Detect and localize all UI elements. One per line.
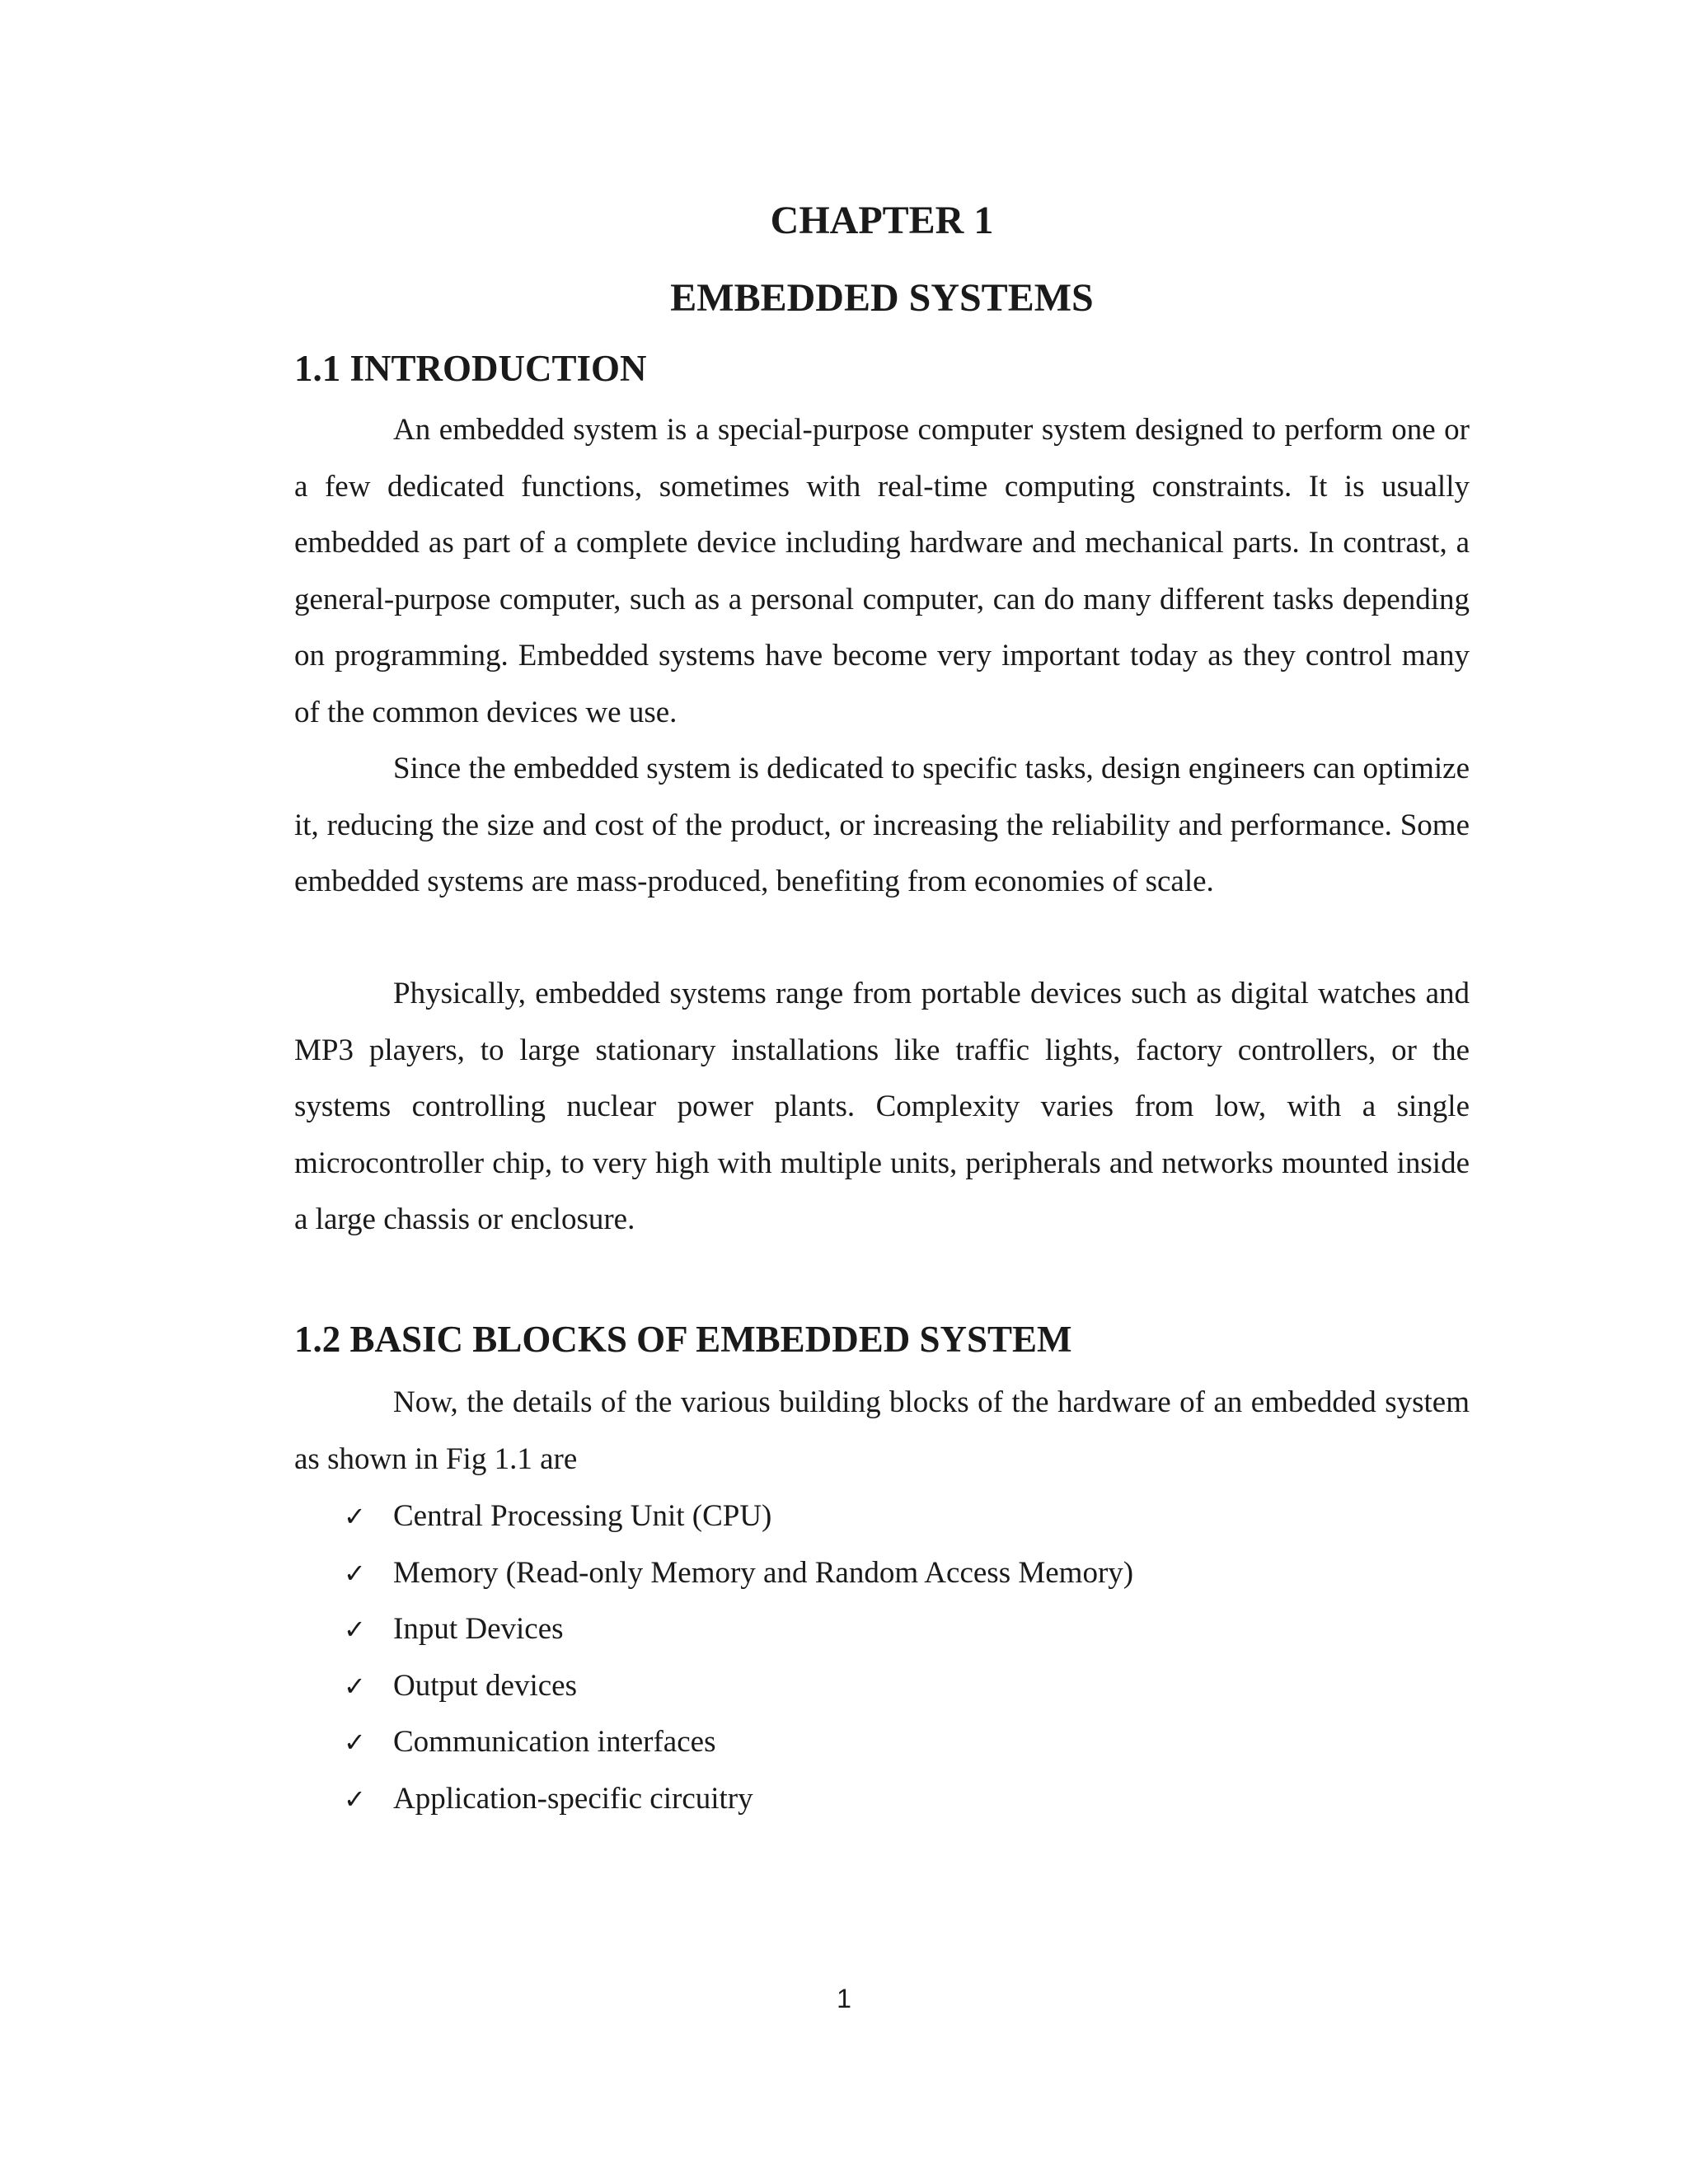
section-heading-basic-blocks: 1.2 BASIC BLOCKS OF EMBEDDED SYSTEM — [294, 1319, 1072, 1360]
list-item — [344, 1714, 1133, 1771]
list-item — [344, 1601, 1133, 1658]
paragraph: Since the embedded system is dedicated to specific tasks, design engineers can optimize it, reducing the size and cost of the product, or increasing the reliability and performance. Some embedded systems are mass-produced, benefiting from economies of scale. — [294, 752, 1470, 899]
list-item — [344, 1545, 1133, 1602]
paragraph: Physically, embedded systems range from portable devices such as digital watches and MP3 players, to large stationary installations like traffic lights, factory controllers, or the systems controlling nuclear power plants. Complexity varies from low, with a single microcontroller chip, to very high with multiple units, peripherals and networks mounted inside a large chassis or enclosure. — [294, 977, 1470, 1237]
list-item-text: Memory (Read-only Memory and Random Access Memory) — [393, 1555, 1134, 1590]
list-item-text: Central Processing Unit (CPU) — [393, 1499, 772, 1533]
check-mark-icon: ✓ — [344, 1614, 366, 1646]
check-mark-icon: ✓ — [344, 1670, 366, 1702]
page-number: 1 — [837, 1984, 851, 2013]
list-item-text: Output devices — [393, 1668, 577, 1703]
list-item — [344, 1658, 1133, 1715]
paragraph: Now, the details of the various building blocks of the hardware of an embedded system as shown in Fig 1.1 are — [294, 1385, 1470, 1476]
chapter-subtitle: EMBEDDED SYSTEMS — [670, 276, 1094, 320]
list-item — [344, 1771, 1133, 1828]
list-item-text: Communication interfaces — [393, 1725, 716, 1760]
check-mark-icon: ✓ — [344, 1727, 366, 1759]
section-heading-introduction: 1.1 INTRODUCTION — [294, 348, 647, 389]
list-item — [344, 1488, 1133, 1545]
check-mark-icon: ✓ — [344, 1501, 366, 1532]
list-item-text: Input Devices — [393, 1612, 564, 1647]
check-mark-icon: ✓ — [344, 1783, 366, 1815]
basic-blocks-list — [344, 1488, 1133, 1828]
paragraph: An embedded system is a special-purpose computer system designed to perform one or a few dedicated functions, sometimes with real-time computing constraints. It is usually embedded as part of a complete device including hardware and mechanical parts. In contrast, a general-purpose computer, such as a personal computer, can do many different tasks depending on programming. Embedded systems have become very important today as they control many of the common devices we use. — [294, 413, 1470, 729]
chapter-title: CHAPTER 1 — [770, 199, 994, 242]
check-mark-icon: ✓ — [344, 1557, 366, 1589]
list-item-text: Application-specific circuitry — [393, 1781, 753, 1816]
